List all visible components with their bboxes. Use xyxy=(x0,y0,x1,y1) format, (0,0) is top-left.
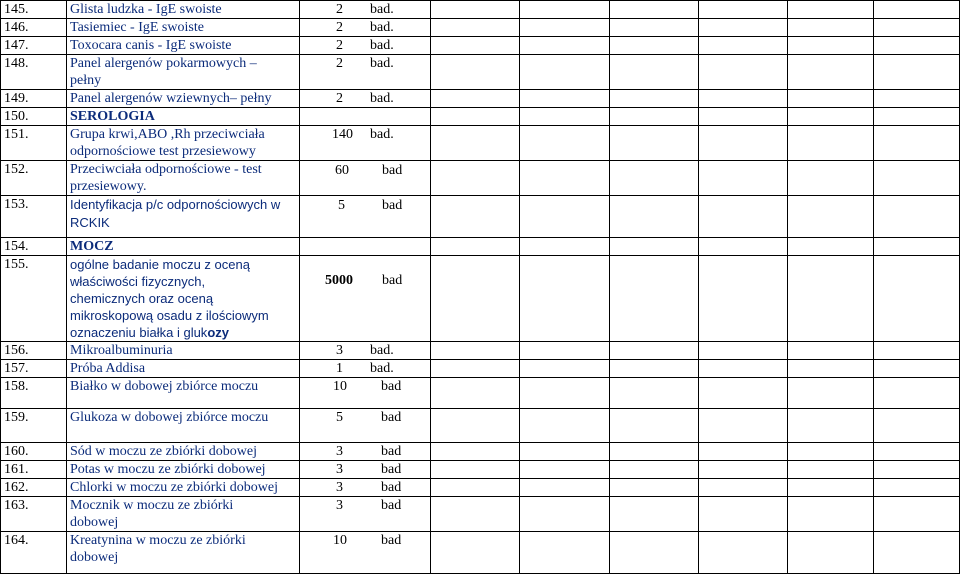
empty-cell xyxy=(788,1,874,19)
test-name: Toxocara canis - IgE swoiste xyxy=(67,37,300,55)
section-heading: SEROLOGIA xyxy=(67,108,300,126)
empty-cell xyxy=(610,238,699,256)
empty-cell xyxy=(699,196,788,238)
empty-cell xyxy=(874,443,960,461)
quantity-value: 5 xyxy=(338,198,345,213)
table-row xyxy=(1,479,960,497)
empty-cell xyxy=(520,108,610,126)
empty-cell xyxy=(788,256,874,342)
test-name: Chlorki w moczu ze zbiórki dobowej xyxy=(67,479,300,497)
empty-cell xyxy=(874,461,960,479)
empty-cell xyxy=(699,532,788,574)
quantity-value: 1 xyxy=(336,361,343,376)
empty-cell xyxy=(520,479,610,497)
empty-cell xyxy=(874,55,960,90)
row-number: 153. xyxy=(1,196,67,238)
empty-cell xyxy=(699,238,788,256)
row-number: 147. xyxy=(1,37,67,55)
empty-cell xyxy=(874,108,960,126)
quantity-cell xyxy=(300,126,431,161)
row-number: 149. xyxy=(1,90,67,108)
empty-cell xyxy=(520,256,610,342)
empty-cell xyxy=(520,37,610,55)
quantity-cell xyxy=(300,161,431,196)
test-name: ogólne badanie moczu z oceną właściwości fizycznych, chemicznych oraz oceną mikroskopową osadu z ilościowym oznaczeniu białka i glukozy xyxy=(67,256,300,342)
empty-cell xyxy=(431,90,520,108)
quantity-cell xyxy=(300,342,431,360)
quantity-value: 3 xyxy=(336,444,343,459)
empty-cell xyxy=(610,497,699,532)
quantity-unit: bad. xyxy=(370,127,394,142)
empty-cell xyxy=(699,409,788,443)
table-row xyxy=(1,90,960,108)
empty-cell xyxy=(610,1,699,19)
table-row xyxy=(1,360,960,378)
empty-cell xyxy=(788,497,874,532)
empty-cell xyxy=(699,37,788,55)
table-row xyxy=(1,443,960,461)
empty-cell xyxy=(520,196,610,238)
table-row xyxy=(1,108,960,126)
empty-cell xyxy=(610,55,699,90)
table-row xyxy=(1,409,960,443)
quantity-cell xyxy=(300,196,431,238)
test-name: Potas w moczu ze zbiórki dobowej xyxy=(67,461,300,479)
empty-cell xyxy=(431,342,520,360)
table-row xyxy=(1,256,960,342)
table-row xyxy=(1,196,960,238)
empty-cell xyxy=(520,55,610,90)
row-number: 164. xyxy=(1,532,67,574)
test-name: Grupa krwi,ABO ,Rh przeciwciała odpornościowe test przesiewowy xyxy=(67,126,300,161)
table-row xyxy=(1,126,960,161)
empty-cell xyxy=(699,461,788,479)
quantity-unit: bad xyxy=(381,498,402,513)
table-row xyxy=(1,497,960,532)
empty-cell xyxy=(874,161,960,196)
row-number: 156. xyxy=(1,342,67,360)
empty-cell xyxy=(699,19,788,37)
empty-cell xyxy=(788,37,874,55)
empty-cell xyxy=(699,126,788,161)
quantity-cell xyxy=(300,256,431,342)
empty-cell xyxy=(431,37,520,55)
quantity-cell xyxy=(300,409,431,443)
empty-cell xyxy=(699,90,788,108)
row-number: 145. xyxy=(1,1,67,19)
empty-cell xyxy=(874,256,960,342)
quantity-value: 2 xyxy=(336,38,343,53)
empty-cell xyxy=(431,108,520,126)
empty-cell xyxy=(788,126,874,161)
empty-cell xyxy=(431,360,520,378)
quantity-unit: bad. xyxy=(370,20,394,35)
test-name: Kreatynina w moczu ze zbiórki dobowej xyxy=(67,532,300,574)
quantity-unit: bad. xyxy=(370,361,394,376)
row-number: 161. xyxy=(1,461,67,479)
empty-cell xyxy=(431,497,520,532)
empty-cell xyxy=(788,238,874,256)
test-name: Próba Addisa xyxy=(67,360,300,378)
empty-cell xyxy=(610,443,699,461)
empty-cell xyxy=(520,443,610,461)
empty-cell xyxy=(520,461,610,479)
empty-cell xyxy=(520,1,610,19)
empty-cell xyxy=(431,196,520,238)
empty-cell xyxy=(610,479,699,497)
empty-cell xyxy=(520,497,610,532)
empty-cell xyxy=(431,19,520,37)
quantity-value: 2 xyxy=(336,2,343,17)
quantity-unit: bad. xyxy=(370,343,394,358)
empty-cell xyxy=(610,342,699,360)
empty-cell xyxy=(699,378,788,409)
empty-cell xyxy=(610,196,699,238)
empty-cell xyxy=(788,161,874,196)
quantity-value: 3 xyxy=(336,480,343,495)
empty-cell xyxy=(788,19,874,37)
empty-cell xyxy=(788,532,874,574)
empty-cell xyxy=(431,238,520,256)
empty-cell xyxy=(520,409,610,443)
quantity-cell xyxy=(300,360,431,378)
test-name: Mocznik w moczu ze zbiórki dobowej xyxy=(67,497,300,532)
empty-cell xyxy=(788,108,874,126)
quantity-value: 60 xyxy=(335,163,349,178)
quantity-value: 140 xyxy=(332,127,353,142)
empty-cell xyxy=(300,108,431,126)
quantity-value: 3 xyxy=(336,462,343,477)
empty-cell xyxy=(610,126,699,161)
empty-cell xyxy=(699,360,788,378)
test-name: Panel alergenów pokarmowych – pełny xyxy=(67,55,300,90)
empty-cell xyxy=(788,443,874,461)
empty-cell xyxy=(699,342,788,360)
empty-cell xyxy=(874,409,960,443)
table-row xyxy=(1,378,960,409)
quantity-value: 10 xyxy=(333,379,347,394)
empty-cell xyxy=(874,360,960,378)
empty-cell xyxy=(874,378,960,409)
quantity-value: 2 xyxy=(336,56,343,71)
empty-cell xyxy=(610,532,699,574)
empty-cell xyxy=(699,256,788,342)
empty-cell xyxy=(788,479,874,497)
empty-cell xyxy=(610,378,699,409)
row-number: 152. xyxy=(1,161,67,196)
empty-cell xyxy=(788,409,874,443)
quantity-cell xyxy=(300,479,431,497)
empty-cell xyxy=(431,409,520,443)
quantity-unit: bad xyxy=(381,533,402,548)
test-name: Glista ludzka - IgE swoiste xyxy=(67,1,300,19)
empty-cell xyxy=(699,161,788,196)
empty-cell xyxy=(431,126,520,161)
test-name: Panel alergenów wziewnych– pełny xyxy=(67,90,300,108)
table-row xyxy=(1,461,960,479)
quantity-value: 10 xyxy=(333,533,347,548)
quantity-cell xyxy=(300,90,431,108)
table-row xyxy=(1,1,960,19)
empty-cell xyxy=(788,342,874,360)
empty-cell xyxy=(431,161,520,196)
quantity-cell xyxy=(300,532,431,574)
empty-cell xyxy=(788,461,874,479)
empty-cell xyxy=(874,90,960,108)
empty-cell xyxy=(520,19,610,37)
table-row xyxy=(1,161,960,196)
row-number: 163. xyxy=(1,497,67,532)
test-name: Sód w moczu ze zbiórki dobowej xyxy=(67,443,300,461)
test-name: Mikroalbuminuria xyxy=(67,342,300,360)
quantity-unit: bad xyxy=(382,273,403,288)
test-name: Tasiemiec - IgE swoiste xyxy=(67,19,300,37)
quantity-unit: bad. xyxy=(370,38,394,53)
quantity-unit: bad xyxy=(381,410,402,425)
quantity-unit: bad. xyxy=(370,56,394,71)
empty-cell xyxy=(699,1,788,19)
empty-cell xyxy=(610,161,699,196)
empty-cell xyxy=(431,443,520,461)
quantity-unit: bad xyxy=(381,444,402,459)
empty-cell xyxy=(431,461,520,479)
row-number: 162. xyxy=(1,479,67,497)
empty-cell xyxy=(699,443,788,461)
row-number: 159. xyxy=(1,409,67,443)
quantity-unit: bad xyxy=(382,198,403,213)
row-number: 148. xyxy=(1,55,67,90)
empty-cell xyxy=(431,378,520,409)
quantity-value: 2 xyxy=(336,91,343,106)
empty-cell xyxy=(874,238,960,256)
quantity-cell xyxy=(300,55,431,90)
empty-cell xyxy=(610,37,699,55)
empty-cell xyxy=(431,256,520,342)
empty-cell xyxy=(520,532,610,574)
table-row xyxy=(1,238,960,256)
empty-cell xyxy=(874,342,960,360)
table-row xyxy=(1,19,960,37)
quantity-cell xyxy=(300,497,431,532)
quantity-unit: bad. xyxy=(370,91,394,106)
empty-cell xyxy=(610,108,699,126)
empty-cell xyxy=(874,19,960,37)
empty-cell xyxy=(520,126,610,161)
row-number: 155. xyxy=(1,256,67,342)
empty-cell xyxy=(874,497,960,532)
empty-cell xyxy=(874,37,960,55)
quantity-value: 3 xyxy=(336,343,343,358)
quantity-cell xyxy=(300,461,431,479)
empty-cell xyxy=(874,479,960,497)
empty-cell xyxy=(610,409,699,443)
empty-cell xyxy=(300,238,431,256)
empty-cell xyxy=(610,19,699,37)
quantity-value: 2 xyxy=(336,20,343,35)
quantity-unit: bad. xyxy=(370,2,394,17)
quantity-unit: bad xyxy=(381,379,402,394)
row-number: 146. xyxy=(1,19,67,37)
quantity-cell xyxy=(300,443,431,461)
empty-cell xyxy=(431,479,520,497)
empty-cell xyxy=(788,196,874,238)
empty-cell xyxy=(788,55,874,90)
quantity-cell xyxy=(300,19,431,37)
empty-cell xyxy=(610,360,699,378)
empty-cell xyxy=(610,461,699,479)
empty-cell xyxy=(610,256,699,342)
empty-cell xyxy=(699,497,788,532)
quantity-value: 5 xyxy=(336,410,343,425)
empty-cell xyxy=(520,161,610,196)
empty-cell xyxy=(431,1,520,19)
quantity-unit: bad xyxy=(382,163,403,178)
test-name: Glukoza w dobowej zbiórce moczu xyxy=(67,409,300,443)
quantity-unit: bad xyxy=(381,462,402,477)
empty-cell xyxy=(874,1,960,19)
empty-cell xyxy=(520,238,610,256)
empty-cell xyxy=(699,55,788,90)
empty-cell xyxy=(610,90,699,108)
quantity-cell xyxy=(300,37,431,55)
empty-cell xyxy=(788,90,874,108)
empty-cell xyxy=(788,378,874,409)
empty-cell xyxy=(874,196,960,238)
quantity-cell xyxy=(300,378,431,409)
row-number: 157. xyxy=(1,360,67,378)
section-heading: MOCZ xyxy=(67,238,300,256)
empty-cell xyxy=(520,342,610,360)
empty-cell xyxy=(699,479,788,497)
table-row xyxy=(1,37,960,55)
row-number: 158. xyxy=(1,378,67,409)
empty-cell xyxy=(520,360,610,378)
empty-cell xyxy=(699,108,788,126)
table-row xyxy=(1,532,960,574)
quantity-value: 5000 xyxy=(325,273,353,288)
empty-cell xyxy=(520,378,610,409)
row-number: 160. xyxy=(1,443,67,461)
row-number: 154. xyxy=(1,238,67,256)
test-name: Białko w dobowej zbiórce moczu xyxy=(67,378,300,409)
empty-cell xyxy=(788,360,874,378)
table-row xyxy=(1,55,960,90)
empty-cell xyxy=(874,532,960,574)
empty-cell xyxy=(520,90,610,108)
row-number: 151. xyxy=(1,126,67,161)
table-row xyxy=(1,342,960,360)
quantity-cell xyxy=(300,1,431,19)
empty-cell xyxy=(431,55,520,90)
quantity-value: 3 xyxy=(336,498,343,513)
test-name: Identyfikacja p/c odpornościowych w RCKIK xyxy=(67,196,300,238)
quantity-unit: bad xyxy=(381,480,402,495)
empty-cell xyxy=(874,126,960,161)
test-name: Przeciwciała odpornościowe - test przesiewowy. xyxy=(67,161,300,196)
empty-cell xyxy=(431,532,520,574)
row-number: 150. xyxy=(1,108,67,126)
